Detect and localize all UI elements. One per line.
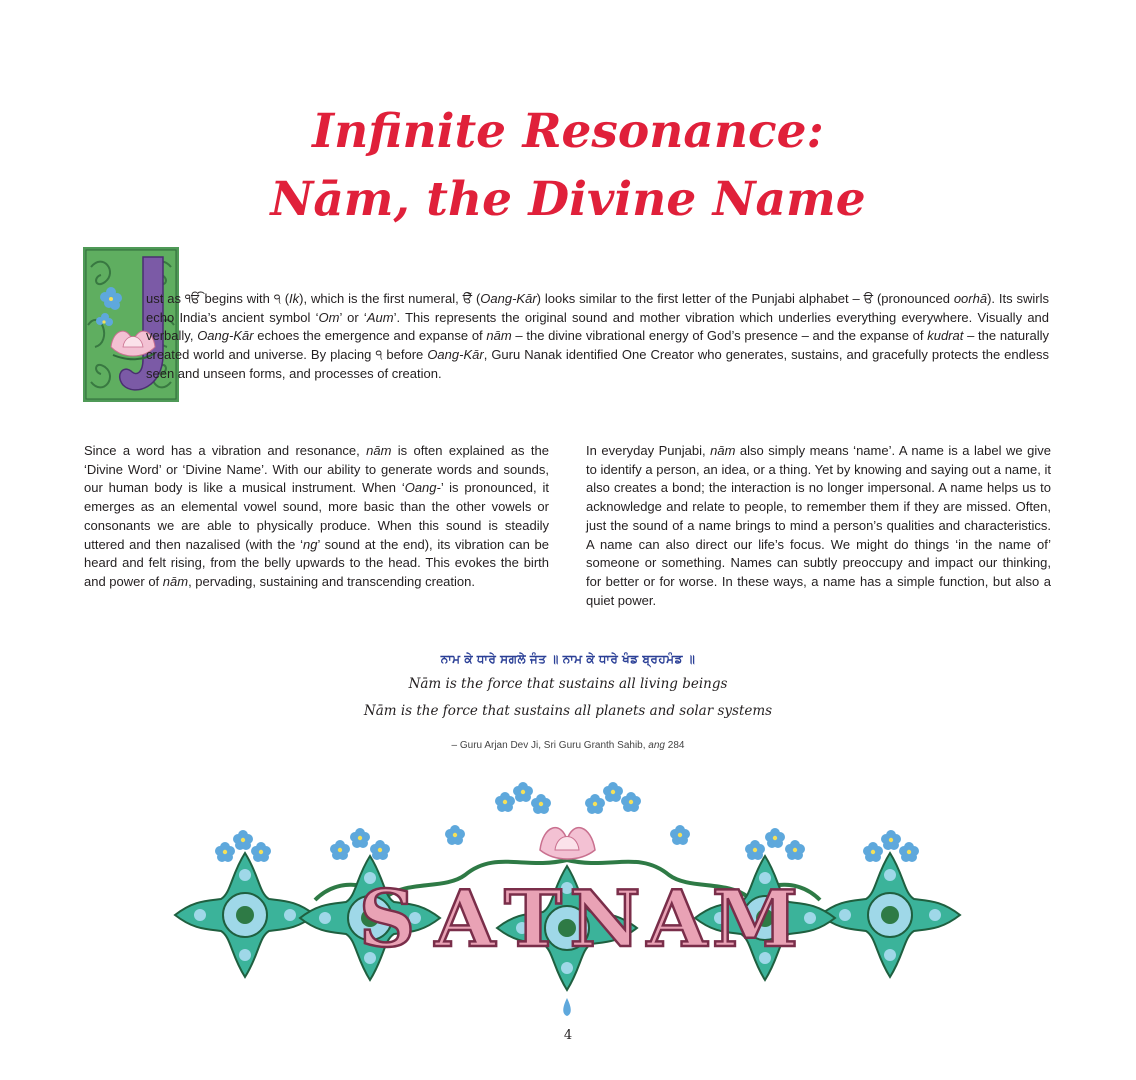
banner-letter: A bbox=[646, 874, 708, 965]
lotus-icon bbox=[540, 828, 595, 859]
banner-letter: N bbox=[569, 874, 641, 965]
water-drop-icon bbox=[563, 998, 571, 1016]
banner-letter: M bbox=[711, 874, 799, 965]
verse-translation-line-2: Nām is the force that sustains all planets and solar systems bbox=[363, 703, 773, 719]
right-column-paragraph: In everyday Punjabi, nām also simply means ‘name’. A name is a label we give to identify a person, an idea, or a thing. Yet by knowing and saying out a name, it also creates a bond; the interaction is no longer impersonal. A name helps us to acknowledge and relate to people, to remember them if they are missed. Often, just the sound of a name brings to mind a person’s qualities and characteristics. A name can also direct our life’s focus. We might do things ‘in the name of’ someone or something. Names can subtly preoccupy and impact our thinking, for better or for worse. In these ways, a name has a simple function, but also a quiet power. bbox=[586, 443, 1051, 608]
banner-letter: A bbox=[434, 874, 496, 965]
satnam-ornamental-banner bbox=[165, 780, 970, 1045]
banner-letter: S bbox=[358, 874, 416, 965]
verse-attribution: – Guru Arjan Dev Ji, Sri Guru Granth Sahib, ang 284 bbox=[451, 740, 685, 751]
intro-paragraph: ust as ੴ begins with ੧ (Ik), which is the first numeral, ੳੱ (Oang-Kār) looks similar to the first letter of the Punjabi alphabet – ੳ (pronounced oorhā). Its swirls echo India’s ancient symbol ‘Om’ or ‘Aum’. This represents the original sound and mother vibration which underlies everything everywhere. Visually and verbally, Oang-Kār echoes the emergence and expanse of nām – the divine vibrational energy of God’s presence – and the expanse of kudrat – the naturally created world and universe. By placing ੧ before Oang-Kār, Guru Nanak identified One Creator who generates, sustains, and gracefully protects the endless seen and unseen forms, and processes of creation. bbox=[146, 291, 1050, 381]
page-title-line-2: Nām, the Divine Name bbox=[270, 172, 866, 227]
page-title-line-1: Infinite Resonance: bbox=[312, 104, 824, 159]
page-number: 4 bbox=[563, 1028, 573, 1043]
banner-letter: T bbox=[503, 874, 563, 965]
gurmukhi-verse: ਨਾਮ ਕੇ ਧਾਰੇ ਸਗਲੇ ਜੰਤ ॥ ਨਾਮ ਕੇ ਧਾਰੇ ਖੰਡ ਬ੍ਰਹਮੰਡ ॥ bbox=[440, 652, 696, 666]
left-column-paragraph: Since a word has a vibration and resonance, nām is often explained as the ‘Divine Word’ or ‘Divine Name’. With our ability to generate words and sounds, our human body is like a musical instrument. When ‘Oang-’ is pronounced, it emerges as an elemental vowel sound, more basic than the other vowels or consonants we are able to physically produce. When this sound is steadily uttered and then nazalised (with the ‘ng’ sound at the end), its vibration can be heard and felt rising, from the belly upwards to the head. This evokes the birth and power of nām, pervading, sustaining and transcending creation. bbox=[84, 443, 549, 589]
verse-translation-line-1: Nām is the force that sustains all living beings bbox=[408, 676, 728, 692]
